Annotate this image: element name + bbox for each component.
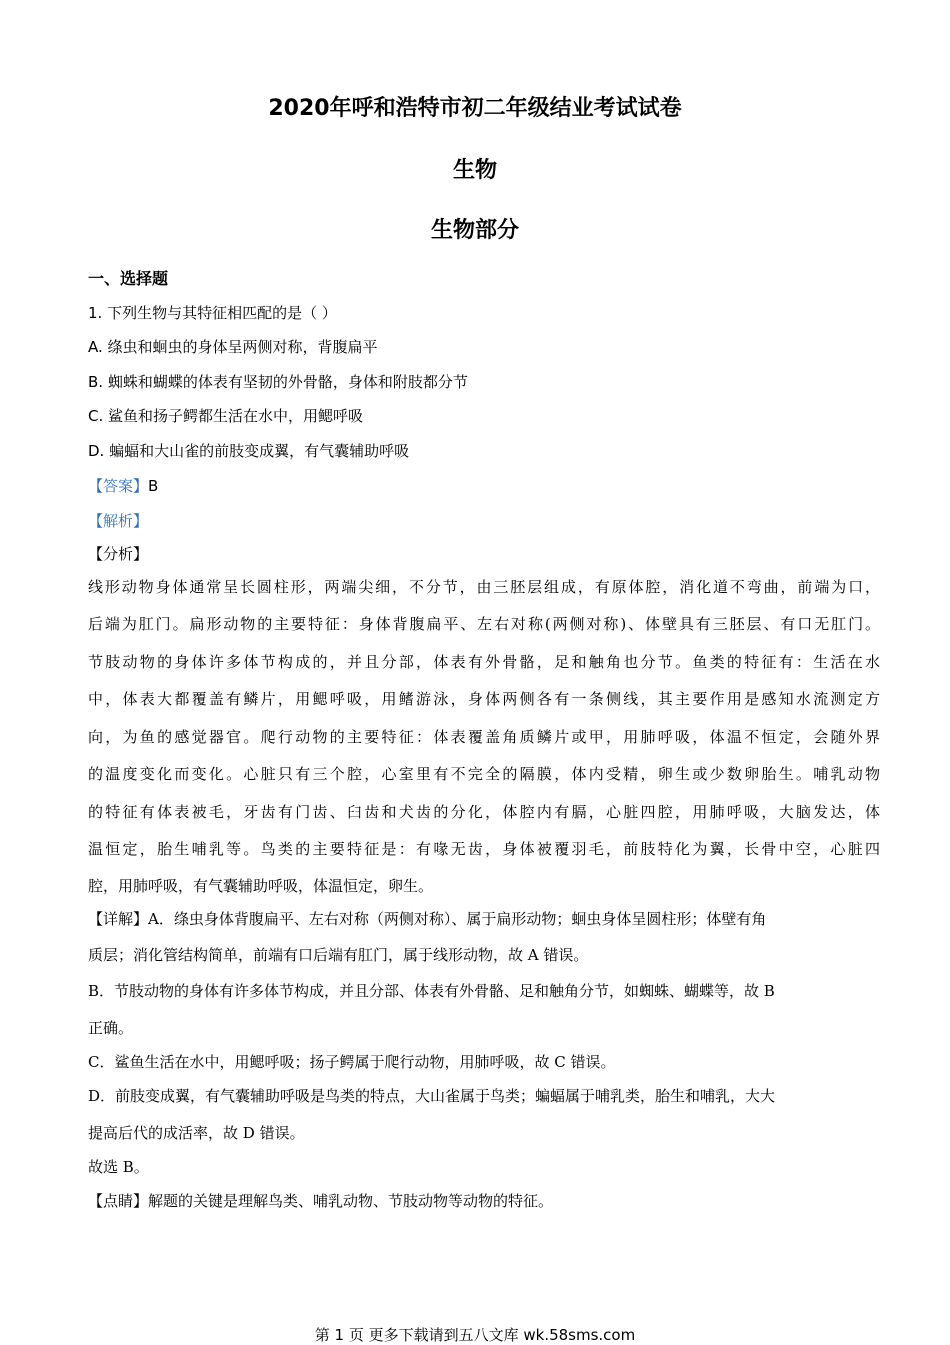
detail-line: 质层；消化管结构简单，前端有口后端有肛门，属于线形动物，故 A 错误。 xyxy=(88,946,589,964)
page-footer: 第 1 页 更多下载请到五八文库 wk.58sms.com xyxy=(314,1326,636,1344)
analysis-line: 腔，用肺呼吸，有气囊辅助呼吸，体温恒定，卵生。 xyxy=(88,877,434,895)
answer-line xyxy=(88,476,880,496)
detail-line: 故选 B。 xyxy=(88,1158,149,1176)
detail-line: 提高后代的成活率，故 D 错误。 xyxy=(88,1124,305,1142)
option-a: A. 绦虫和蛔虫的身体呈两侧对称，背腹扁平 xyxy=(88,338,378,356)
detail-line: 正确。 xyxy=(88,1019,134,1037)
analysis-line: 中，体表大都覆盖有鳞片，用鳃呼吸，用鳍游泳，身体两侧各有一条侧线，其主要作用是感知水流测定方 xyxy=(88,690,880,708)
analysis-line: 后端为肛门。扁形动物的主要特征：身体背腹扁平、左右对称(两侧对称)、体壁具有三胚层、有口无肛门。 xyxy=(88,615,880,633)
answer-value: B xyxy=(148,477,159,495)
detail-line: B．节肢动物的身体有许多体节构成，并且分部、体表有外骨骼、足和触角分节，如蜘蛛、蝴蝶等，故 B xyxy=(88,982,775,1000)
subject-title: 生物 xyxy=(452,158,497,183)
analysis-line: 节肢动物的身体许多体节构成的，并且分部，体表有外骨骼，足和触角也分节。鱼类的特征有：生活在水 xyxy=(88,653,880,671)
detail-line: D．前肢变成翼，有气囊辅助呼吸是鸟类的特点，大山雀属于鸟类；蝙蝠属于哺乳类，胎生和哺乳，大大 xyxy=(88,1087,776,1105)
detail-line: C．鲨鱼生活在水中，用鳃呼吸；扬子鳄属于爬行动物，用肺呼吸，故 C 错误。 xyxy=(88,1053,616,1071)
option-c: C. 鲨鱼和扬子鳄都生活在水中，用鳃呼吸 xyxy=(88,407,364,425)
option-d: D. 蝙蝠和大山雀的前肢变成翼，有气囊辅助呼吸 xyxy=(88,442,410,460)
analysis-line: 温恒定，胎生哺乳等。鸟类的主要特征是：有喙无齿，身体被覆羽毛，前肢特化为翼，长骨中空，心脏四 xyxy=(88,840,880,858)
analysis-line: 的温度变化而变化。心脏只有三个腔，心室里有不完全的隔膜，体内受精，卵生或少数卵胎生。哺乳动物 xyxy=(88,765,880,783)
detail-line: 【详解】A．绦虫身体背腹扁平、左右对称（两侧对称）、属于扁形动物；蛔虫身体呈圆柱形；体壁有角 xyxy=(88,910,767,928)
analysis-heading: 【解析】 xyxy=(88,512,149,530)
tip-line: 【点睛】解题的关键是理解鸟类、哺乳动物、节肢动物等动物的特征。 xyxy=(88,1192,554,1210)
analysis-line: 线形动物身体通常呈长圆柱形，两端尖细，不分节，由三胚层组成，有原体腔，消化道不弯曲，前端为口， xyxy=(88,578,880,596)
part-heading: 一、选择题 xyxy=(88,269,169,288)
analysis-line: 向，为鱼的感觉器官。爬行动物的主要特征：体表覆盖角质鳞片或甲，用肺呼吸，体温不恒定，会随外界 xyxy=(88,728,880,746)
option-b: B. 蜘蛛和蝴蝶的体表有坚韧的外骨骼，身体和附肢都分节 xyxy=(88,373,468,391)
section-title: 生物部分 xyxy=(430,218,519,243)
exam-title: 2020年呼和浩特市初二年级结业考试试卷 xyxy=(268,96,682,121)
answer-label: 【答案】 xyxy=(88,477,149,495)
analysis-label: 【分析】 xyxy=(88,545,149,563)
question-stem: 1. 下列生物与其特征相匹配的是（ ） xyxy=(88,304,337,322)
analysis-line: 的特征有体表被毛，牙齿有门齿、臼齿和犬齿的分化，体腔内有膈，心脏四腔，用肺呼吸，大脑发达，体 xyxy=(88,803,880,821)
